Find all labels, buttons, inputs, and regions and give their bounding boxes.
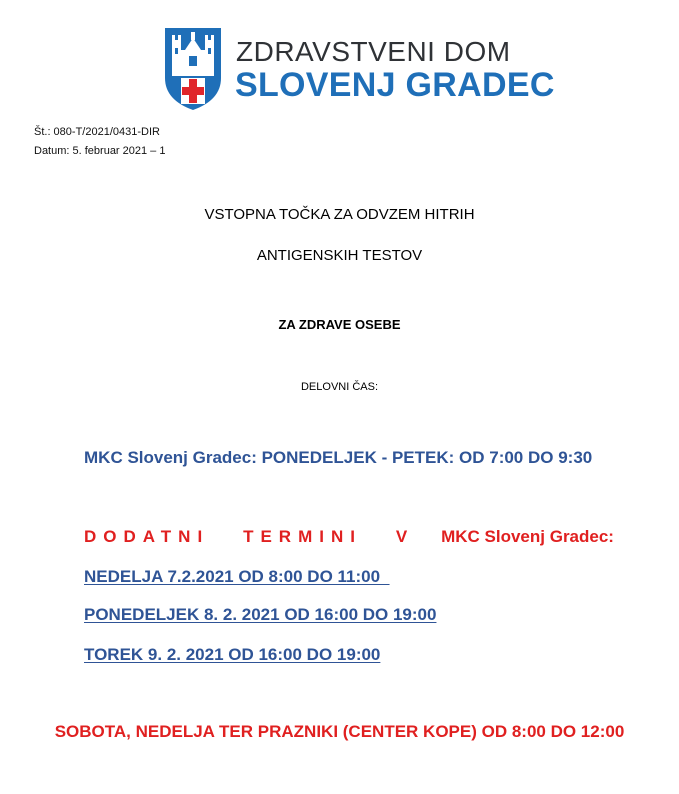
extra-header-word: DODATNI <box>84 527 210 546</box>
document-number: Št.: 080-T/2021/0431-DIR <box>34 126 160 138</box>
org-name-line2: SLOVENJ GRADEC <box>235 66 555 104</box>
extra-header-place: MKC Slovenj Gradec: <box>441 527 614 546</box>
title-line1: VSTOPNA TOČKA ZA ODVZEM HITRIH <box>204 206 475 223</box>
weekend-hours: SOBOTA, NEDELJA TER PRAZNIKI (CENTER KOPE) OD 8:00 DO 12:00 <box>54 722 625 741</box>
extra-date-link[interactable]: NEDELJA 7.2.2021 OD 8:00 DO 11:00 <box>84 567 390 586</box>
extra-slots-header <box>84 527 614 547</box>
org-name-line1: ZDRAVSTVENI DOM <box>236 36 511 67</box>
title-line2: ANTIGENSKIH TESTOV <box>256 247 423 264</box>
main-hours: MKC Slovenj Gradec: PONEDELJEK - PETEK: OD 7:00 DO 9:30 <box>84 448 593 467</box>
hours-label: DELOVNI ČAS: <box>300 381 379 393</box>
extra-header-word: TERMINI <box>243 527 362 546</box>
extra-date-link[interactable]: TOREK 9. 2. 2021 OD 16:00 DO 19:00 <box>84 645 381 664</box>
extra-header-word: V <box>395 527 408 546</box>
logo-shield-icon <box>163 26 223 112</box>
extra-date-link[interactable]: PONEDELJEK 8. 2. 2021 OD 16:00 DO 19:00 <box>84 605 437 624</box>
document-date: Datum: 5. februar 2021 – 1 <box>34 145 166 157</box>
subtitle: ZA ZDRAVE OSEBE <box>278 317 401 332</box>
